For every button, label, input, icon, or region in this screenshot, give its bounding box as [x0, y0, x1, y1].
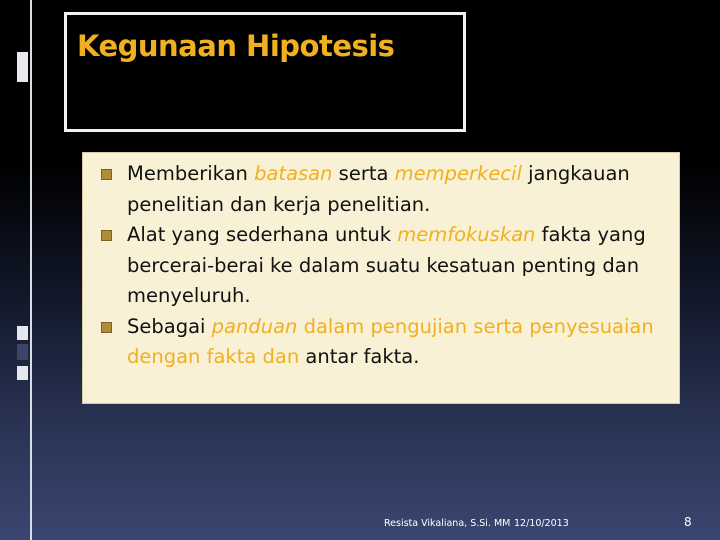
bullet-item — [87, 159, 671, 220]
left-edge-block — [17, 344, 28, 360]
square-bullet-icon — [101, 169, 112, 180]
bullet-text: Memberikan batasan serta memperkecil jangkauan penelitian dan kerja penelitian. — [127, 162, 630, 216]
footer-date: 12/10/2013 — [514, 518, 569, 529]
highlighted-term: memperkecil — [394, 162, 522, 185]
slide-title: Kegunaan Hipotesis — [77, 29, 395, 63]
left-edge-rule — [30, 0, 32, 540]
highlighted-term: panduan — [211, 314, 298, 338]
bullet-item — [87, 312, 671, 373]
title-box — [64, 12, 466, 132]
bullet-list — [83, 153, 679, 373]
highlighted-term: batasan — [254, 162, 333, 185]
square-bullet-icon — [101, 230, 112, 241]
bullet-item — [87, 220, 671, 312]
content-box — [82, 152, 680, 404]
left-edge-block — [17, 326, 28, 340]
highlighted-term: memfokuskan — [397, 223, 536, 246]
slide-number: 8 — [684, 515, 692, 529]
footer-author: Resista Vikaliana, S.Si. MM — [384, 518, 511, 529]
left-edge-block — [17, 366, 28, 380]
square-bullet-icon — [101, 322, 112, 333]
bullet-text: Alat yang sederhana untuk memfokuskan fakta yang bercerai-berai ke dalam suatu kesatuan penting dan menyeluruh. — [127, 223, 646, 307]
bullet-text: Sebagai panduan dalam pengujian serta penyesuaian dengan fakta dan antar fakta. — [127, 314, 654, 368]
left-edge-block — [17, 52, 28, 82]
highlighted-phrase: dalam pengujian serta penyesuaian dengan fakta dan — [127, 314, 654, 368]
